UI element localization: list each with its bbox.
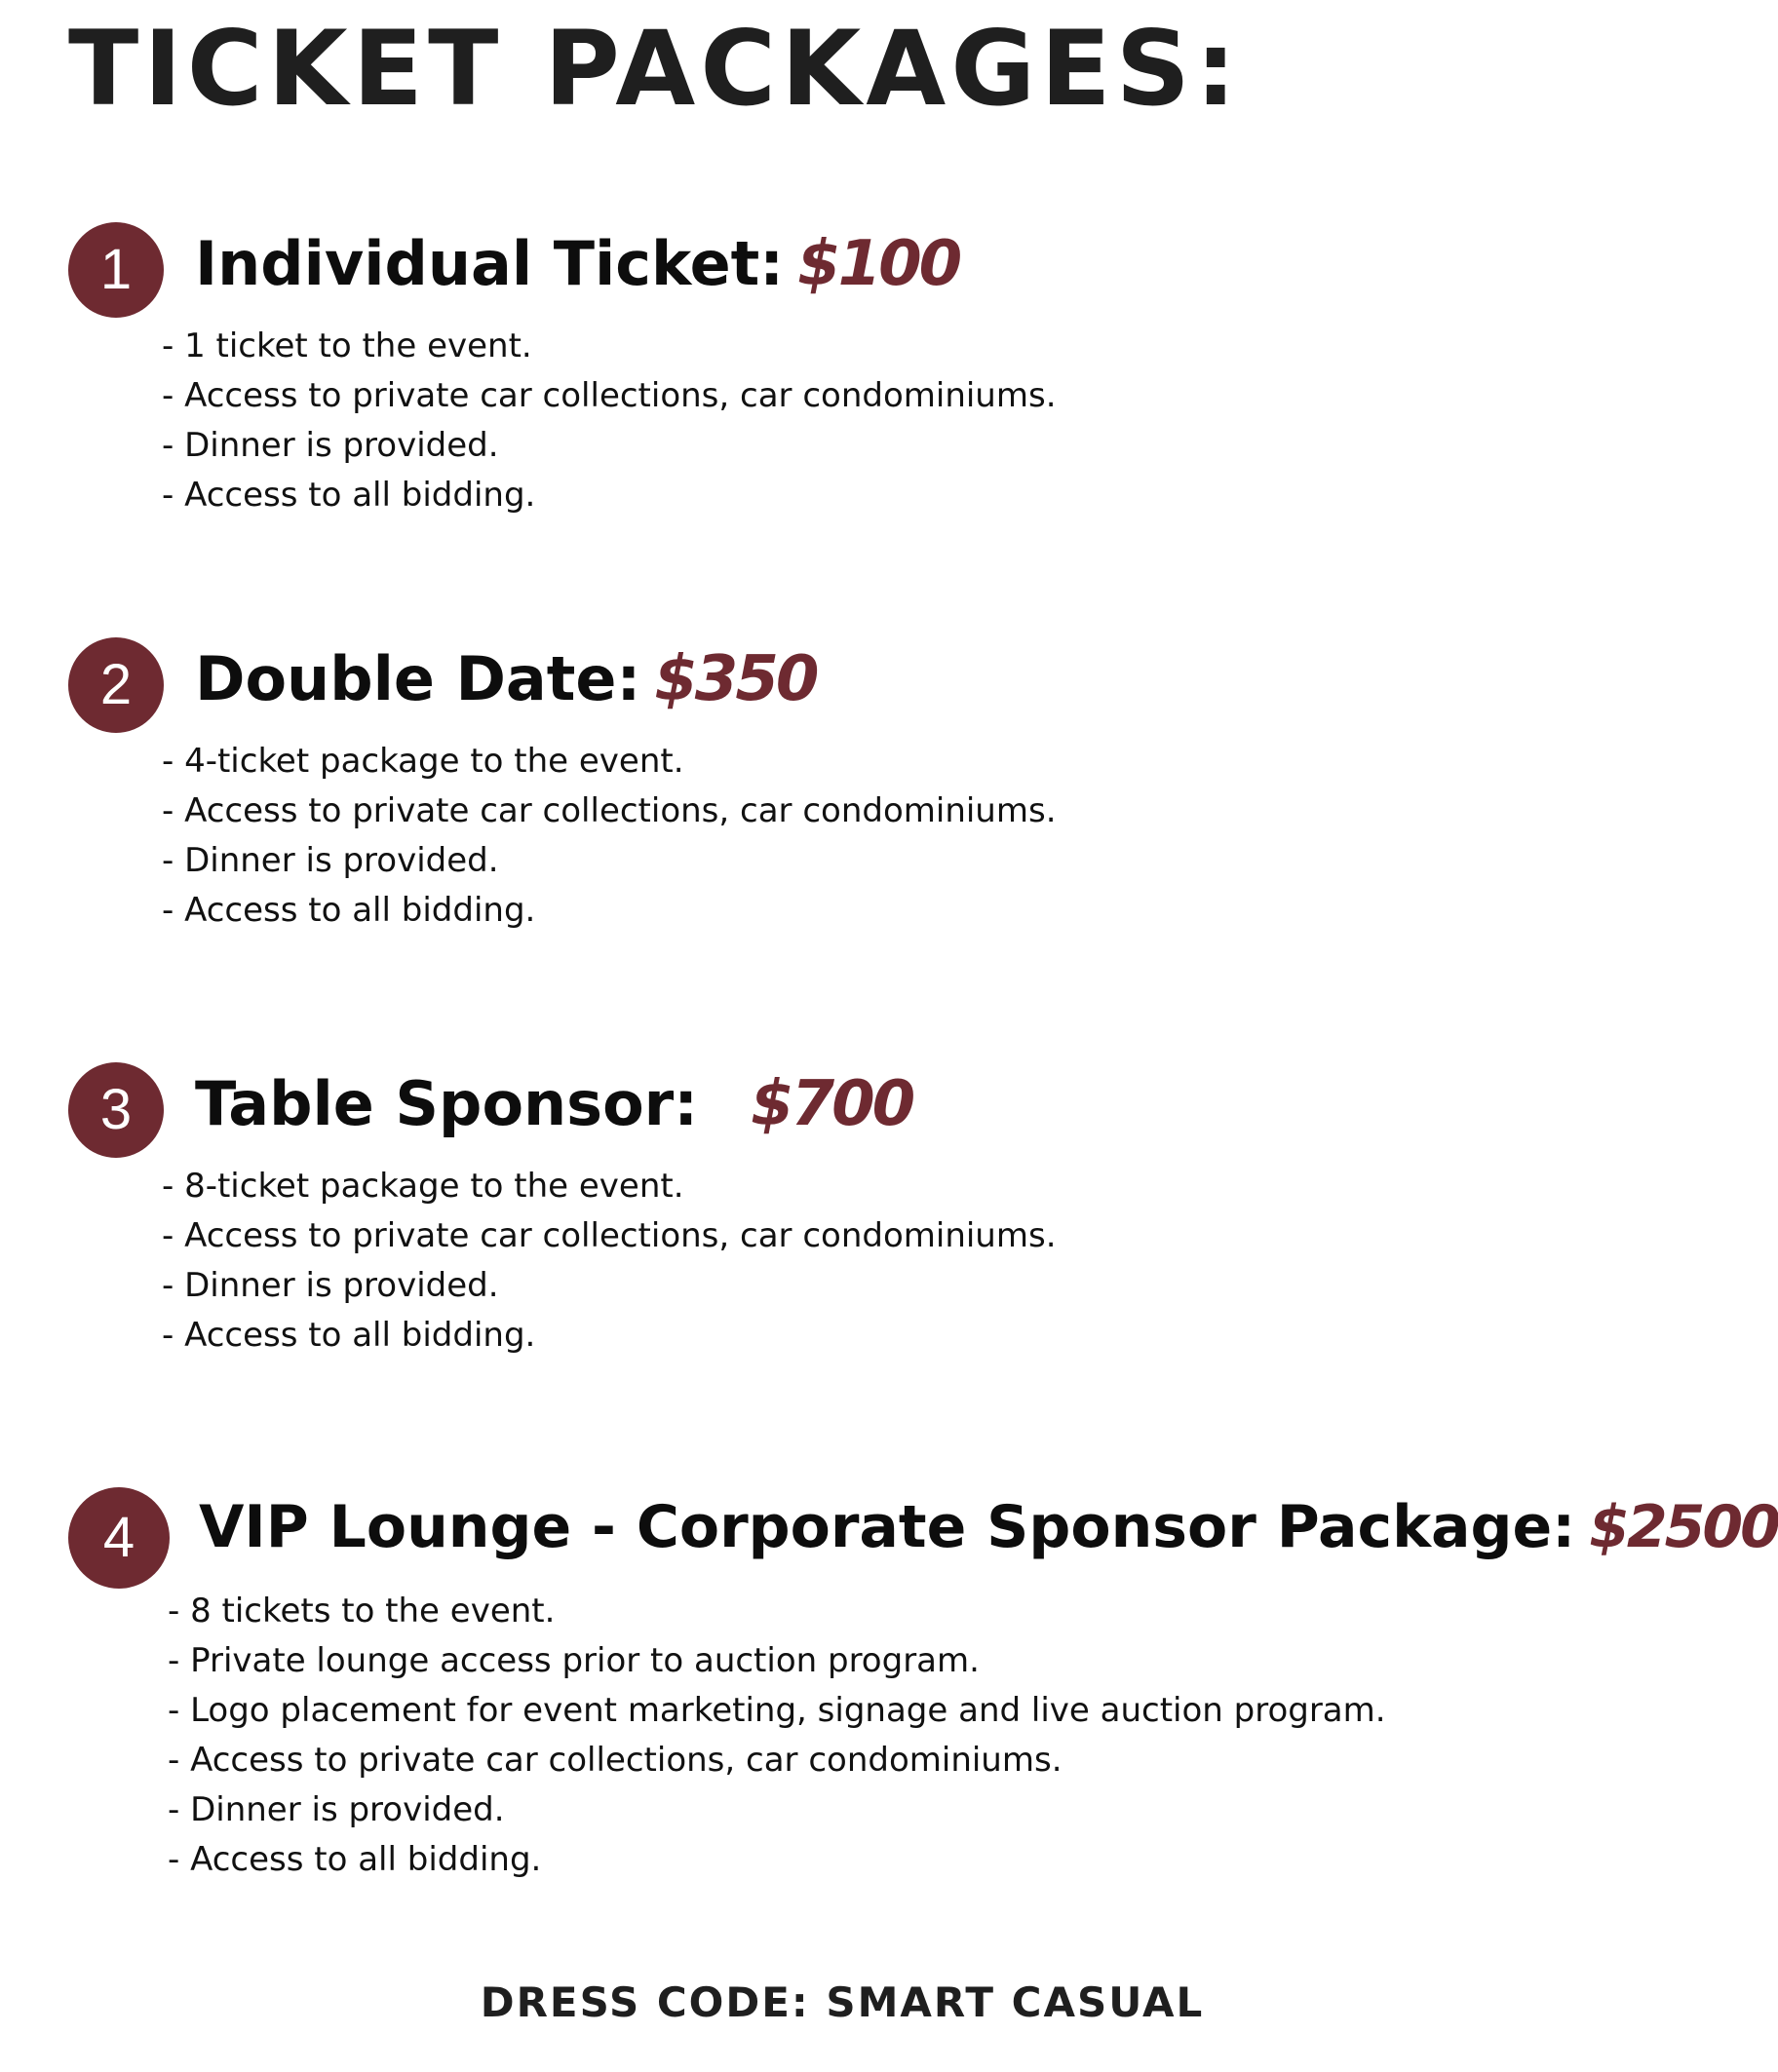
package-table-sponsor <box>68 1053 1647 1361</box>
package-price: $700 <box>751 1068 913 1140</box>
package-title <box>195 1070 912 1138</box>
feature-list <box>68 322 1647 520</box>
feature-item: - 8-ticket package to the event. <box>162 1167 684 1206</box>
feature-item: - 8 tickets to the event. <box>168 1592 556 1631</box>
number-badge: 2 <box>68 637 164 733</box>
package-price: $350 <box>654 643 817 715</box>
feature-item: - Access to private car collections, car condominiums. <box>162 1216 1057 1255</box>
feature-item: - Dinner is provided. <box>162 426 499 465</box>
page-title: TICKET PACKAGES: <box>68 9 1242 129</box>
package-vip-lounge <box>68 1477 1778 1885</box>
feature-list <box>68 1162 1647 1361</box>
package-name: Individual Ticket: <box>195 228 785 299</box>
package-individual-ticket <box>68 212 1647 520</box>
package-header <box>68 1477 1778 1587</box>
feature-item: - Private lounge access prior to auction program. <box>168 1641 980 1680</box>
number-badge: 4 <box>68 1487 170 1589</box>
feature-item: - Logo placement for event marketing, signage and live auction program. <box>168 1691 1386 1730</box>
package-name: Double Date: <box>195 643 641 714</box>
feature-item: - 4-ticket package to the event. <box>162 742 684 781</box>
feature-item: - Dinner is provided. <box>162 1266 499 1305</box>
package-price: $100 <box>797 228 960 300</box>
feature-item: - Access to all bidding. <box>162 476 536 515</box>
feature-item: - Access to all bidding. <box>168 1840 542 1879</box>
feature-item: - Access to all bidding. <box>162 891 536 930</box>
package-name: VIP Lounge - Corporate Sponsor Package: <box>199 1493 1576 1561</box>
package-name: Table Sponsor: <box>195 1068 699 1139</box>
feature-item: - Access to private car collections, car condominiums. <box>168 1741 1063 1780</box>
package-header <box>68 212 1647 322</box>
package-title <box>195 230 959 298</box>
feature-item: - Dinner is provided. <box>162 841 499 880</box>
feature-item: - 1 ticket to the event. <box>162 326 532 365</box>
package-price: $2500 <box>1589 1493 1778 1561</box>
feature-item: - Dinner is provided. <box>168 1790 505 1829</box>
feature-list <box>68 737 1647 936</box>
package-title <box>199 1495 1778 1559</box>
feature-item: - Access to private car collections, car condominiums. <box>162 791 1057 830</box>
package-header <box>68 1053 1647 1162</box>
number-badge: 3 <box>68 1062 164 1158</box>
dress-code: DRESS CODE: SMART CASUAL <box>480 1978 1205 2026</box>
feature-list <box>68 1587 1647 1885</box>
number-badge: 1 <box>68 222 164 318</box>
package-double-date <box>68 628 1647 936</box>
feature-item: - Access to private car collections, car condominiums. <box>162 376 1057 415</box>
feature-item: - Access to all bidding. <box>162 1316 536 1355</box>
package-title <box>195 645 816 713</box>
package-header <box>68 628 1647 737</box>
